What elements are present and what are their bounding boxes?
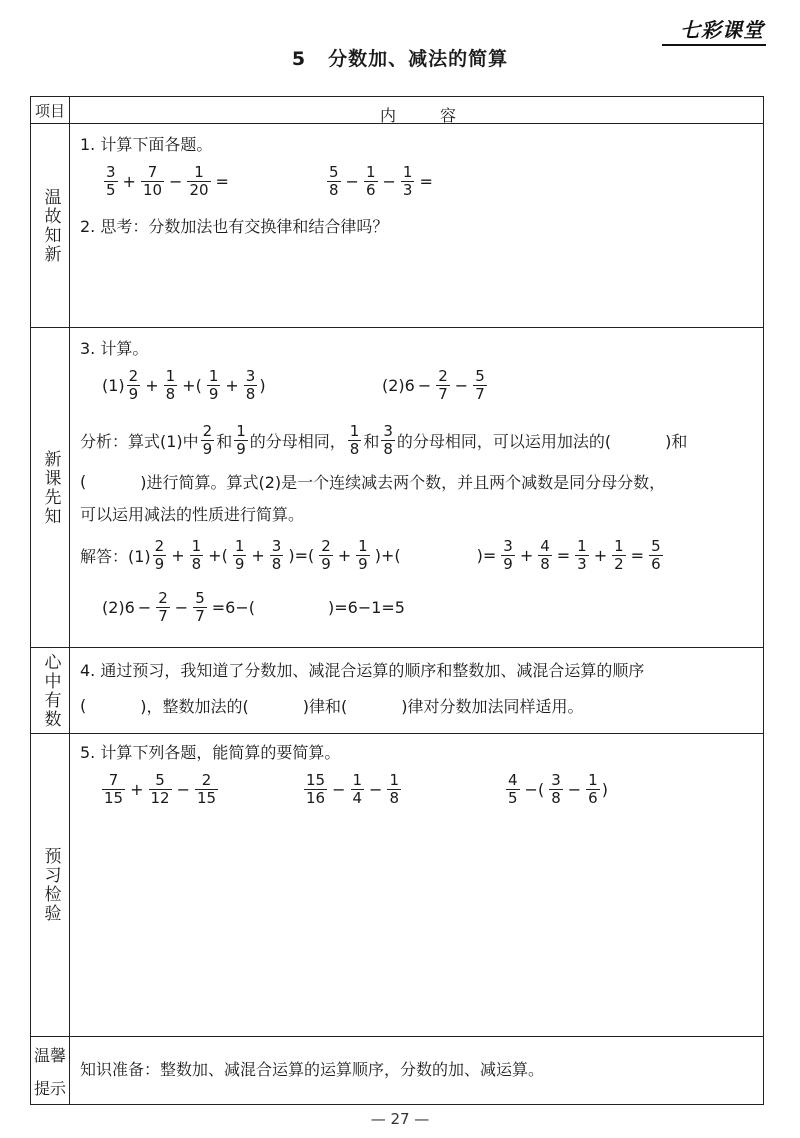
fraction: $\frac{1}{8}$ <box>349 422 360 458</box>
header-cell-content: 内 容 <box>380 106 457 125</box>
section-content-tips <box>70 1037 763 1104</box>
fraction: $\frac{1}{4}$ <box>352 771 363 807</box>
table-header-row <box>31 97 763 123</box>
section-tips <box>31 1036 763 1104</box>
fraction: $\frac{2}{9}$ <box>202 422 213 458</box>
section-check <box>31 733 763 1036</box>
q3-analysis-line1: 分析：算式(1)中 $\frac{2}{9}$ 和 $\frac{1}{9}$ 的分母相同， $\frac{1}{8}$ 和 $\frac{3}{8}$ 的分母相同，可以运用加法的( )和 <box>80 422 688 458</box>
q5-expression-b: $\frac{15}{16}$ − $\frac{1}{4}$ − $\frac{1}{8}$ <box>306 771 399 807</box>
fraction: $\frac{5}{8}$ <box>329 163 339 199</box>
page-number: — 27 — <box>370 1110 430 1128</box>
section-review <box>31 123 763 327</box>
section-label-new: 新课先知 <box>31 328 70 647</box>
fraction: $\frac{1}{8}$ <box>191 537 202 573</box>
fraction: $\frac{3}{8}$ <box>551 771 561 807</box>
fraction: $\frac{4}{8}$ <box>540 537 550 573</box>
fraction: $\frac{1}{8}$ <box>165 367 176 403</box>
section-label-review: 温故知新 <box>31 124 70 327</box>
fraction: $\frac{7}{10}$ <box>142 163 163 199</box>
q2-text: 2. 思考：分数加法也有交换律和结合律吗？ <box>80 217 389 236</box>
fraction: $\frac{3}{8}$ <box>383 422 393 458</box>
fraction: $\frac{5}{7}$ <box>195 589 205 625</box>
fraction: $\frac{1}{3}$ <box>402 163 413 199</box>
fraction: $\frac{1}{8}$ <box>389 771 399 807</box>
q3-expression-2: (2)6 − $\frac{2}{7}$ − $\frac{5}{7}$ <box>382 367 485 403</box>
fraction: $\frac{2}{7}$ <box>438 367 448 403</box>
section-content-check <box>70 734 763 1036</box>
fraction: $\frac{7}{15}$ <box>104 771 124 807</box>
q5-title: 5. 计算下列各题，能简算的要简算。 <box>80 743 341 762</box>
fraction: $\frac{2}{9}$ <box>321 537 331 573</box>
fraction: $\frac{2}{9}$ <box>154 537 165 573</box>
q3-analysis-line2: ( )进行简算。算式(2)是一个连续减去两个数，并且两个减数是同分母分数， <box>80 472 666 492</box>
worksheet-table <box>30 96 764 1105</box>
fraction: $\frac{2}{15}$ <box>197 771 217 807</box>
header-cell-item: 项目 <box>31 97 70 123</box>
fraction: $\frac{1}{9}$ <box>236 422 246 458</box>
q3-expression-1: (1) $\frac{2}{9}$ + $\frac{1}{8}$ +( $\frac{1}{9}$ + $\frac{3}{8}$ ) <box>102 367 266 403</box>
fraction: $\frac{5}{7}$ <box>475 367 485 403</box>
q3-title: 3. 计算。 <box>80 339 149 358</box>
page-title <box>0 44 800 71</box>
answer-area[interactable] <box>80 834 753 1026</box>
fraction: $\frac{2}{7}$ <box>158 589 168 625</box>
fraction: $\frac{3}{5}$ <box>106 163 116 199</box>
section-label-mind: 心中有数 <box>31 648 70 733</box>
section-content-review <box>70 124 763 327</box>
fraction: $\frac{5}{6}$ <box>651 537 661 573</box>
lesson-title: 分数加、减法的简算 <box>328 48 509 70</box>
fraction: $\frac{1}{3}$ <box>577 537 587 573</box>
q3-solution-2: (2)6 − $\frac{2}{7}$ − $\frac{5}{7}$ =6−( )=6−1=5 <box>102 589 405 625</box>
fraction: $\frac{1}{9}$ <box>358 537 368 573</box>
section-mind <box>31 647 763 733</box>
section-label-tips: 温馨 提示 <box>31 1037 70 1104</box>
q1-title: 1. 计算下面各题。 <box>80 135 213 154</box>
fraction: $\frac{3}{8}$ <box>271 537 282 573</box>
fraction: $\frac{4}{5}$ <box>508 771 518 807</box>
fraction: $\frac{1}{9}$ <box>234 537 245 573</box>
fraction: $\frac{5}{12}$ <box>150 771 170 807</box>
fraction: $\frac{3}{8}$ <box>245 367 256 403</box>
section-content-new <box>70 328 763 647</box>
fraction: $\frac{1}{6}$ <box>365 163 376 199</box>
q5-expression-a: $\frac{7}{15}$ + $\frac{5}{12}$ − $\frac{2}{15}$ <box>104 771 217 807</box>
fraction: $\frac{1}{2}$ <box>614 537 624 573</box>
fraction: $\frac{2}{9}$ <box>128 367 139 403</box>
fraction: $\frac{3}{9}$ <box>503 537 513 573</box>
section-label-check: 预习检验 <box>31 734 70 1036</box>
q3-solution-1: 解答：(1) $\frac{2}{9}$ + $\frac{1}{8}$ +( $\frac{1}{9}$ + $\frac{3}{8}$ )=( $\frac{2}{9}$ + $\frac{1}{9}$ )+( )= $\frac{3}{9}$ + $\frac{4}{8}$ = $\frac{1}{3}$ + $\frac{1}{2}$ = $\frac{5}{6}$ <box>80 537 661 573</box>
q1-expression-a: $\frac{3}{5}$ + $\frac{7}{10}$ − $\frac{1}{20}$ = <box>106 163 229 199</box>
section-new <box>31 327 763 647</box>
q5-expression-c: $\frac{4}{5}$ −( $\frac{3}{8}$ − $\frac{1}{6}$ ) <box>508 771 608 807</box>
q3-analysis-line3: 可以运用减法的性质进行简算。 <box>80 505 305 524</box>
q4-line1: 4. 通过预习，我知道了分数加、减混合运算的顺序和整数加、减混合运算的顺序 <box>80 661 645 680</box>
tips-text: 知识准备：整数加、减混合运算的运算顺序，分数的加、减运算。 <box>80 1060 545 1079</box>
brand-logo: 七彩课堂 <box>680 18 764 42</box>
fraction: $\frac{1}{6}$ <box>588 771 598 807</box>
fraction: $\frac{15}{16}$ <box>306 771 326 807</box>
section-content-mind <box>70 648 763 733</box>
q1-expression-b: $\frac{5}{8}$ − $\frac{1}{6}$ − $\frac{1}{3}$ = <box>329 163 433 199</box>
q4-line2: ( )，整数加法的( )律和( )律对分数加法同样适用。 <box>80 696 584 716</box>
fraction: $\frac{1}{9}$ <box>208 367 219 403</box>
fraction: $\frac{1}{20}$ <box>189 163 209 199</box>
lesson-number: 5 <box>291 48 307 70</box>
